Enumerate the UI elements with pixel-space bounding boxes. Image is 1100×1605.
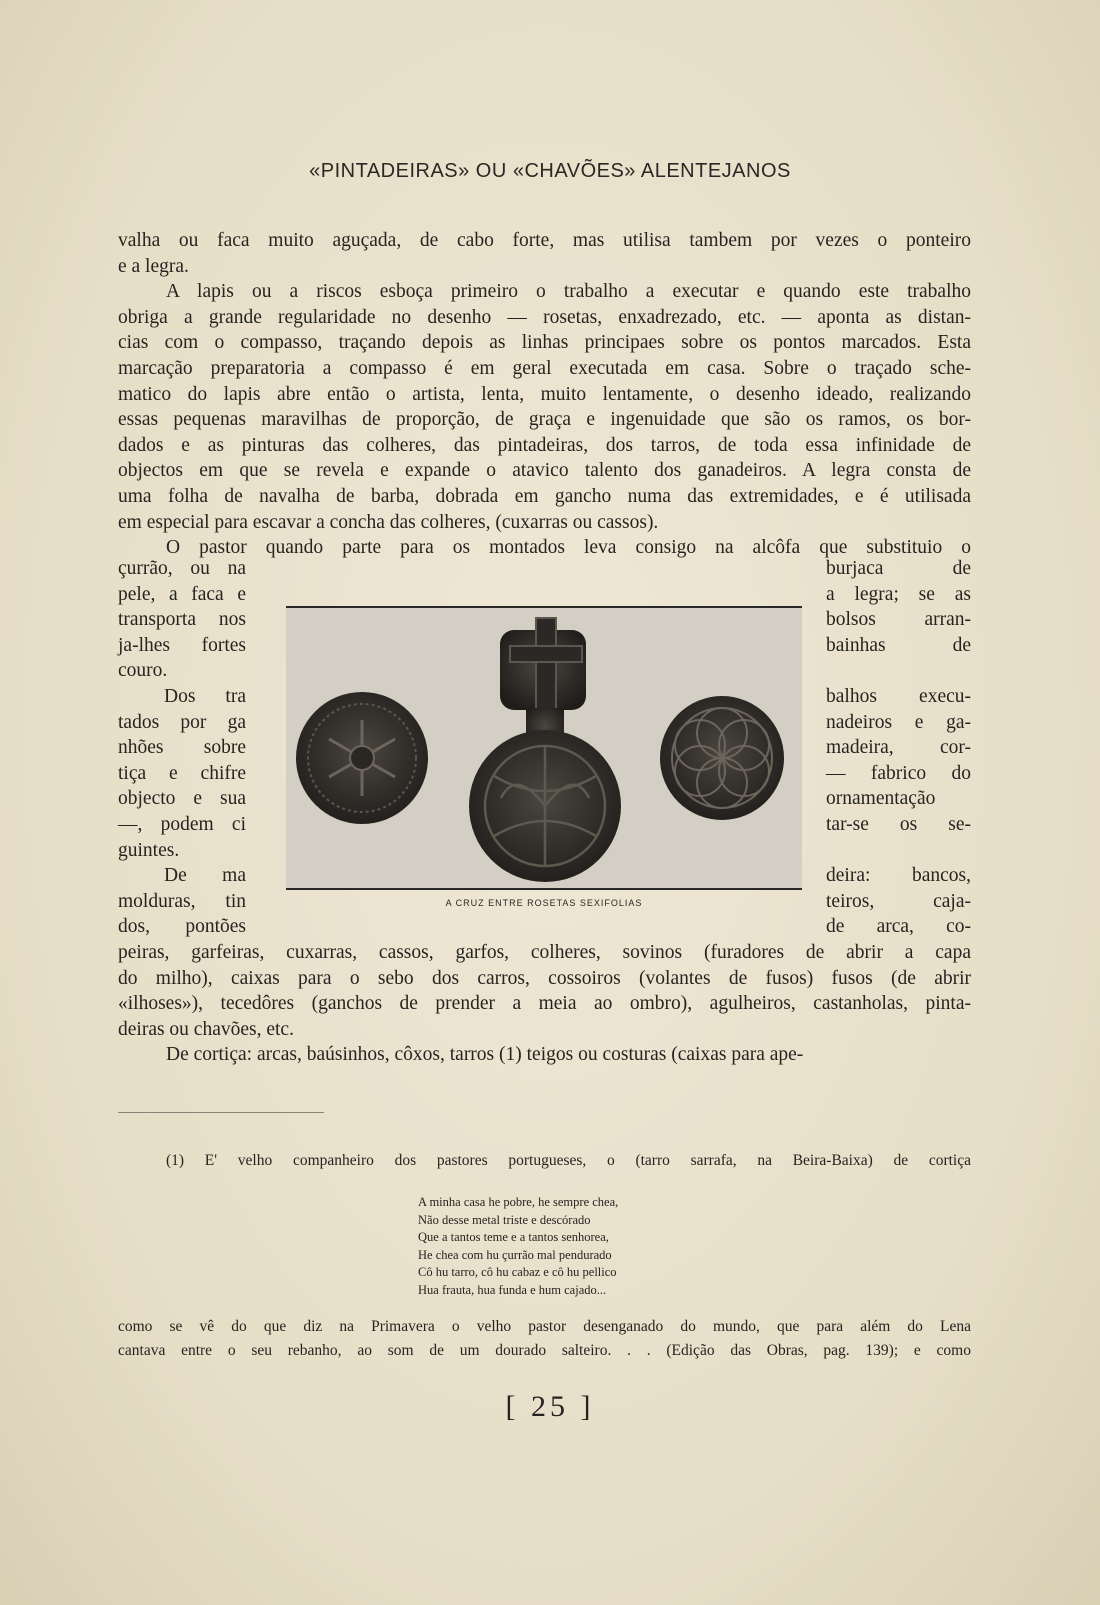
column-line: nhões sobre (118, 737, 246, 759)
poem-line: He chea com hu çurrão mal pendurado (418, 1247, 612, 1262)
poem-line: Cô hu tarro, cô hu cabaz e cô hu pellico (418, 1265, 617, 1279)
text-line: matico do lapis abre então o artista, lenta, muito lentamente, o desenho ideado, realizando (118, 383, 971, 405)
text-line: A lapis ou a riscos esboça primeiro o trabalho a executar e quando este trabalho (166, 281, 971, 303)
column-line: couro. (118, 660, 168, 682)
column-line: Dos tra (164, 685, 246, 707)
text-line: em especial para escavar a concha das colheres, (cuxarras ou cassos). (118, 511, 659, 533)
poem-line: Hua frauta, hua funda e hum cajado... (418, 1282, 607, 1297)
column-line: deira: bancos, (826, 865, 971, 887)
column-line: tiça e chifre (118, 762, 246, 784)
poem-line: Não desse metal triste e descórado (418, 1212, 591, 1227)
column-line: — fabrico do (826, 762, 971, 784)
poem-line: Que a tantos teme e a tantos senhorea, (418, 1230, 609, 1244)
carved-stamps-image (286, 608, 802, 888)
column-line: balhos execu- (826, 685, 971, 707)
page-number: [ 25 ] (505, 1390, 595, 1423)
column-line: guintes. (118, 839, 180, 861)
column-line: bainhas de (826, 634, 971, 656)
column-line: ja-lhes fortes (118, 634, 246, 656)
column-line (826, 838, 971, 864)
column-line (826, 658, 971, 684)
text-line: deiras ou chavões, etc. (118, 1018, 294, 1040)
footnote-divider (118, 1112, 324, 1113)
column-line: madeira, cor- (826, 737, 971, 759)
footnote-line-1: (1) E' velho companheiro dos pastores portugueses, o (tarro sarrafa, na Beira-Baixa) de cortiça (166, 1152, 971, 1169)
column-line: objecto e sua (118, 788, 246, 810)
text-line: cias com o compasso, traçando depois as linhas principaes sobre os pontos marcados. Esta (118, 332, 971, 354)
text-line: objectos em que se revela e expande o atavico talento dos ganadeiros. A legra consta de (118, 460, 971, 482)
column-line: nadeiros e ga- (826, 711, 971, 733)
column-line: bolsos arran- (826, 609, 971, 631)
text-line: «ilhoses»), tecedôres (ganchos de prender a meia ao ombro), agulheiros, castanholas, pinta- (118, 993, 971, 1015)
text-line: dados e as pinturas das colheres, das pintadeiras, dos tarros, de toda essa infinidade de (118, 434, 971, 456)
footnote-line-3: cantava entre o seu rebanho, ao som de um dourado salteiro. . . (Edição das Obras, pag. 139); e como (118, 1342, 971, 1359)
column-line: pele, a faca e (118, 583, 246, 605)
column-line: ornamentação (826, 788, 936, 810)
column-line: burjaca de (826, 558, 971, 579)
column-line: tados por ga (118, 711, 246, 733)
footnote-poem (418, 1194, 618, 1299)
column-line: tar-se os se- (826, 813, 971, 835)
column-line: transporta nos (118, 609, 246, 631)
column-line: dos, pontões (118, 916, 246, 938)
text-line: O pastor quando parte para os montados leva consigo na alcôfa que substituio o (166, 537, 971, 559)
poem-line: A minha casa he pobre, he sempre chea, (418, 1195, 619, 1209)
text-line: essas pequenas maravilhas de proporção, de graça e ingenuidade que são os ramos, os bor- (118, 409, 971, 431)
column-line: teiros, caja- (826, 890, 971, 912)
text-line: obriga a grande regularidade no desenho — rosetas, enxadrezado, etc. — aponta as distan- (118, 306, 971, 328)
left-rosette-stamp (296, 692, 428, 824)
column-line: —, podem ci (118, 813, 246, 835)
figure-photograph (286, 606, 802, 890)
column-line: De ma (164, 865, 246, 887)
right-text-column (826, 556, 971, 940)
text-line: e a legra. (118, 255, 189, 277)
text-line: valha ou faca muito aguçada, de cabo forte, mas utilisa tambem por vezes o ponteiro (118, 230, 971, 251)
running-header: «PINTADEIRAS» OU «CHAVÕES» ALENTEJANOS (309, 160, 791, 182)
right-hexafoil-stamp (660, 696, 784, 820)
footnote-line-2: como se vê do que diz na Primavera o velho pastor desenganado do mundo, que para além do Lena (118, 1318, 971, 1335)
text-line: do milho), caixas para o sebo dos carros, cossoiros (volantes de fusos) fusos (de abrir (118, 967, 971, 989)
column-line: de arca, co- (826, 916, 971, 938)
column-line: a legra; se as (826, 583, 971, 605)
column-line: çurrão, ou na (118, 558, 246, 579)
left-text-column (118, 556, 246, 940)
column-line: molduras, tin (118, 890, 246, 912)
text-line: peiras, garfeiras, cuxarras, cassos, garfos, colheres, sovinos (furadores de abrir a capa (118, 942, 971, 963)
figure-caption: A CRUZ ENTRE ROSETAS SEXIFOLIAS (445, 898, 643, 908)
text-line: marcação preparatoria a compasso é em geral executada em casa. Sobre o traçado sche- (118, 358, 971, 379)
text-line: De cortiça: arcas, baúsinhos, côxos, tarros (1) teigos ou costuras (caixas para ape- (166, 1044, 804, 1066)
text-line: uma folha de navalha de barba, dobrada em gancho numa das extremidades, e é utilisada (118, 486, 971, 507)
